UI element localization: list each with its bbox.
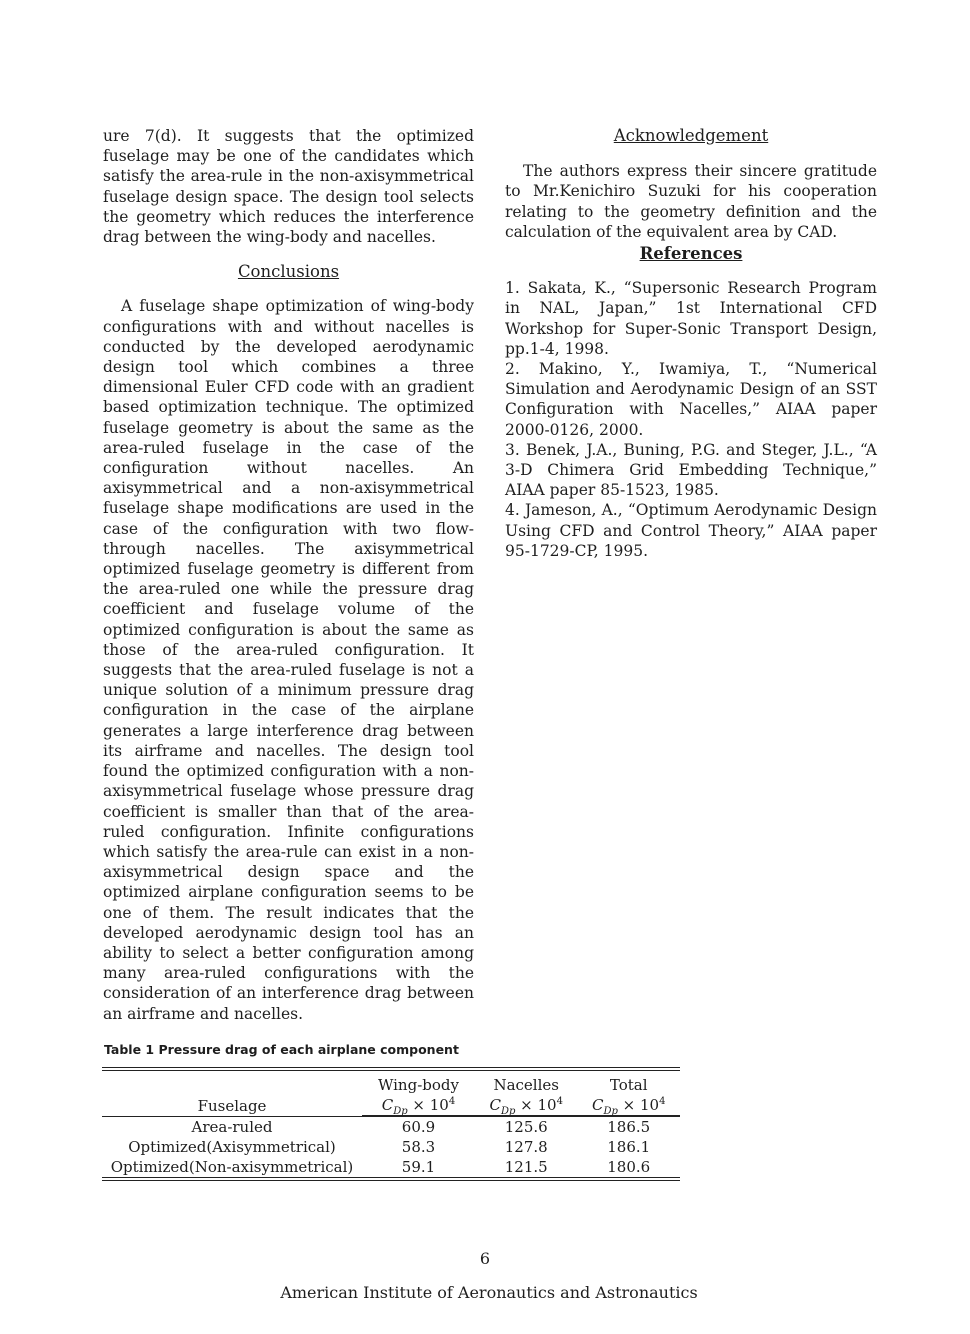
header-total: Total <box>609 1076 648 1094</box>
cell-fuselage: Optimized(Axisymmetrical) <box>128 1138 336 1156</box>
reference-item: 1. Sakata, K., “Supersonic Research Program in NAL, Japan,” 1st International CFD Workshop for Super-Sonic Transport Design, pp.1-4, 1998. <box>505 279 877 358</box>
cell-wing-body: 59.1 <box>401 1158 436 1176</box>
reference-item: 4. Jameson, A., “Optimum Aerodynamic Design Using CFD and Control Theory,” AIAA paper 95-1729-CP, 1995. <box>505 501 877 560</box>
table-caption: Table 1 Pressure drag of each airplane component <box>104 1042 459 1057</box>
reference-item: 3. Benek, J.A., Buning, P.G. and Steger, J.L., “A 3-D Chimera Grid Embedding Technique,” AIAA paper 85-1523, 1985. <box>505 440 877 500</box>
page-number: 6 <box>479 1249 491 1268</box>
cell-total: 180.6 <box>607 1158 651 1176</box>
pressure-drag-table <box>102 1067 680 1181</box>
unit-total: $C_{Dp} \times 10^4$ <box>577 1095 680 1116</box>
header-nacelles: Nacelles <box>493 1076 559 1094</box>
left-column <box>103 126 474 1024</box>
cell-wing-body: 60.9 <box>401 1118 436 1136</box>
table-row <box>102 1117 680 1138</box>
table-row <box>102 1157 680 1177</box>
footer-organization: American Institute of Aeronautics and Astronautics <box>280 1283 698 1302</box>
header-wing-body: Wing-body <box>377 1076 459 1094</box>
cell-fuselage: Area-ruled <box>191 1118 273 1136</box>
acknowledgement-paragraph: The authors express their sincere gratitude to Mr.Kenichiro Suzuki for his cooperation relating to the geometry definition and the calculation of the equivalent area by CAD. <box>505 162 877 241</box>
unit-wing-body: $C_{Dp} \times 10^4$ <box>362 1095 475 1116</box>
header-fuselage: Fuselage <box>197 1096 267 1115</box>
cell-wing-body: 58.3 <box>401 1138 436 1156</box>
cell-nacelles: 127.8 <box>504 1138 548 1156</box>
cell-nacelles: 121.5 <box>504 1158 548 1176</box>
unit-nacelles: $C_{Dp} \times 10^4$ <box>475 1095 578 1116</box>
cell-total: 186.5 <box>607 1118 651 1136</box>
references-heading: References <box>639 244 743 264</box>
conclusions-heading: Conclusions <box>237 262 340 282</box>
cell-total: 186.1 <box>607 1138 651 1156</box>
right-column <box>505 126 877 561</box>
reference-item: 2. Makino, Y., Iwamiya, T., “Numerical Simulation and Aerodynamic Design of an SST Configuration with Nacelles,” AIAA paper 2000-0126, 2000. <box>505 360 877 439</box>
table-row <box>102 1137 680 1157</box>
intro-paragraph: ure 7(d). It suggests that the optimized fuselage may be one of the candidates which satisfy the area-rule in the non-axisymmetrical fuselage design space. The design tool selects the geometry which reduces the interference drag between the wing-body and nacelles. <box>103 127 474 247</box>
conclusions-paragraph: A fuselage shape optimization of wing-body configurations with and without nacelles is conducted by the developed aerodynamic design tool which combines a three dimensional Euler CFD code with an gradient based optimization technique. The optimized fuselage geometry is about the same as the area-ruled fuselage in the case of the configuration without nacelles. An axisymmetrical and a non-axisymmetrical fuselage shape modifications are used in the case of the configuration with two flow-through nacelles. The axisymmetrical optimized fuselage geometry is different from the area-ruled one while the pressure drag coefficient and fuselage volume of the optimized configuration is about the same as those of the area-ruled configuration. It suggests that the area-ruled fuselage is not a unique solution of a minimum pressure drag configuration in the case of the airplane generates a large interference drag between its airframe and nacelles. The design tool found the optimized configuration with a non-axisymmetrical fuselage whose pressure drag coefficient is smaller than that of the area-ruled configuration. Infinite configurations which satisfy the area-rule can exist in a non-axisymmetrical design space and the optimized airplane configuration seems to be one of them. The result indicates that the developed aerodynamic design tool has an ability to select a better configuration among many area-ruled configurations with the consideration of an interference drag between an airframe and nacelles. <box>103 297 474 1023</box>
acknowledgement-heading: Acknowledgement <box>613 126 769 145</box>
table-bottom-rule <box>102 1177 680 1181</box>
cell-fuselage: Optimized(Non-axisymmetrical) <box>110 1158 354 1176</box>
cell-nacelles: 125.6 <box>504 1118 548 1136</box>
